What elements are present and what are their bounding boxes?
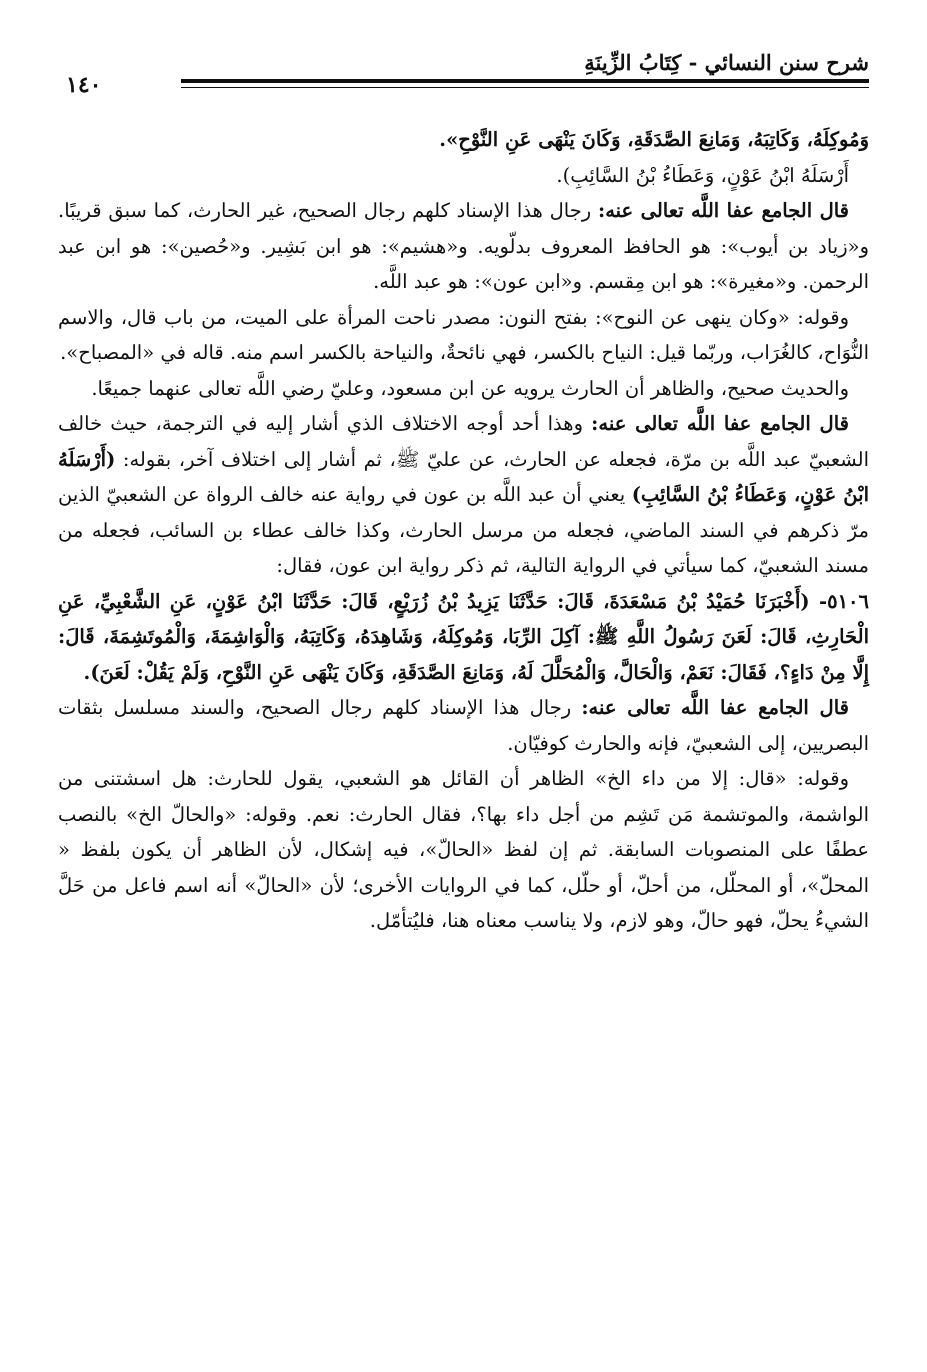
paragraph-commentary <box>58 761 869 939</box>
paragraph-text: رجال هذا الإسناد كلهم رجال الصحيح، غير الحارث، كما سبق قريبًا. و«زياد بن أيوب»: هو الحافظ المعروف بدلّويه. و«هشيم»: هو ابن بَشِير. و«حُصين»: هو ابن عبد الرحمن. و«مغيرة»: هو ابن مِقسم. و«ابن عون»: هو عبد اللَّه. <box>58 199 869 293</box>
header-rule-thin <box>181 87 869 88</box>
page-header <box>58 48 869 96</box>
hadith-text: ٥١٠٦- (أَخْبَرَنَا حُمَيْدُ بْنُ مَسْعَدَةَ، قَالَ: حَدَّثَنَا يَزِيدُ بْنُ زُرَيْعٍ، قَالَ: حَدَّثَنَا ابْنُ عَوْنٍ، عَنِ الشَّعْبِيِّ، عَنِ الْحَارِثِ، قَالَ: لَعَنَ رَسُولُ اللَّهِ ﷺ: آكِلَ الرِّبَا، وَمُوكِلَهُ، وَشَاهِدَهُ، وَكَاتِبَهُ، وَالْوَاشِمَةَ، وَالْمُوتَشِمَةَ، قَالَ: إِلَّا مِنْ دَاءٍ؟، فَقَالَ: نَعَمْ، وَالْحَالَّ، وَالْمُحَلَّلَ لَهُ، وَمَانِعَ الصَّدَقَةِ، وَكَانَ يَنْهَى عَنِ النَّوْحِ، وَلَمْ يَقُلْ: لَعَنَ). <box>58 589 869 684</box>
hadith-5106 <box>58 584 869 691</box>
compiler-lead: قال الجامع عفا اللَّه تعالى عنه: <box>598 199 849 222</box>
paragraph-text: وقوله: «وكان ينهى عن النوح»: بفتح النون: مصدر ناحت المرأة على الميت، من باب قال، والاسم النُّوَاح، كالغُرَاب، وربّما قيل: النياح بالكسر، فهي نائحةٌ، والنياحة بالكسر اسم منه. قاله في «المصباح». <box>58 305 869 364</box>
body-text <box>58 122 869 939</box>
running-title: شرح سنن النسائي - كِتَابُ الزِّينَةِ <box>584 50 869 75</box>
compiler-lead: قال الجامع عفا اللَّه تعالى عنه: <box>591 412 849 435</box>
quoted-phrase: (أَرْسَلَهُ ابْنُ عَوْنٍ، وَعَطَاءُ بْنُ السَّائِبِ) <box>58 447 869 506</box>
hadith-continuation-text: وَمُوكِلَهُ، وَكَاتِبَهُ، وَمَانِعَ الصَّدَقَةِ، وَكَانَ يَنْهَى عَنِ النَّوْحِ». <box>439 128 869 151</box>
paragraph-text: يعني أن عبد اللَّه بن عون في رواية عنه خالف الرواة عن الشعبيّ الذين مرّ ذكرهم في السند الماضي، فجعله من مرسل الحارث، وكذا خالف عطاء بن السائب، فجعله من مسند الشعبيّ، كما سيأتي في الرواية التالية، ثم ذكر رواية ابن عون، فقال: <box>58 483 869 577</box>
page-number: ١٤٠ <box>66 72 102 98</box>
paragraph-text: وقوله: «قال: إلا من داء الخ» الظاهر أن القائل هو الشعبي، يقول للحارث: هل اسشتنى من الواشمة، والموتشمة مَن تَشِم من أجل داء بها؟، فقال الحارث: نعم. وقوله: «والحالّ الخ» بالنصب عطفًا على المنصوبات السابقة. ثم إن لفظ «الحالّ»، فيه إشكال، لأن الظاهر أن يكون بلفظ « المحلّ»، أو المحلّل، من أحلّ، أو حلّل، كما في الروايات الأخرى؛ لأن «الحالّ» أنه اسم فاعل من حَلَّ الشيءُ يحلّ، فهو حالّ، وهو لازم، ولا يناسب معناه هنا، فليُتأمّل. <box>58 767 869 932</box>
mursal-note-text: أَرْسَلَهُ ابْنُ عَوْنٍ، وَعَطَاءُ بْنُ السَّائِبِ). <box>556 163 849 187</box>
mursal-note <box>58 158 869 194</box>
paragraph-isnad-1 <box>58 193 869 300</box>
paragraph-grading <box>58 371 869 407</box>
hadith-continuation <box>58 122 869 158</box>
paragraph-isnad-2 <box>58 690 869 761</box>
compiler-lead: قال الجامع عفا اللَّه تعالى عنه: <box>581 696 849 719</box>
paragraph-ikhtilaf <box>58 406 869 584</box>
paragraph-nawh <box>58 300 869 371</box>
paragraph-text: والحديث صحيح، والظاهر أن الحارث يرويه عن ابن مسعود، وعليّ رضي اللَّه تعالى عنهما جميعًا. <box>91 376 849 400</box>
paragraph-text: وهذا أحد أوجه الاختلاف الذي أشار إليه في الترجمة، حيث خالف الشعبيّ عبد اللَّه بن مرّة، فجعله عن الحارث، عن عليّ ﷺ، ثم أشار إلى اختلاف آخر، بقوله: <box>58 412 869 471</box>
header-rule-thick <box>181 79 869 83</box>
paragraph-text: رجال هذا الإسناد كلهم رجال الصحيح، والسند مسلسل بثقات البصريين، إلى الشعبيّ، فإنه والحارث كوفيّان. <box>58 696 869 755</box>
